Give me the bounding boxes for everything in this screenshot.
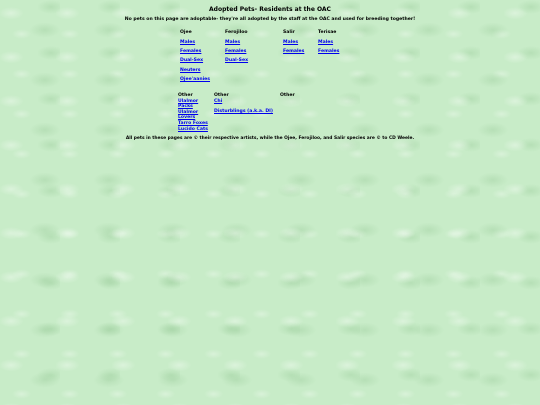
other-header-2: Other	[214, 93, 229, 98]
salir-column	[283, 30, 304, 54]
other-column-2	[214, 93, 273, 114]
ojee-males-link[interactable]: Males	[180, 40, 196, 45]
ojee-column	[180, 30, 210, 82]
salir-females-link[interactable]: Females	[283, 49, 305, 54]
ferojiloo-females-link[interactable]: Females	[225, 49, 247, 54]
page-title: Adopted Pets- Residents at the OAC	[209, 6, 331, 13]
terisae-column	[318, 30, 339, 54]
ferojiloo-header: Ferojiloo	[225, 30, 248, 35]
chi-link[interactable]: Chi	[214, 99, 223, 104]
terisae-females-link[interactable]: Females	[318, 49, 340, 54]
ojee-header: Ojee	[180, 30, 192, 35]
copyright-footer: All pets in these pages are © their respective artists, while the Ojee, Ferojiloo, and Salir species are © to CD Weele.	[125, 136, 415, 141]
lucido-cats-link[interactable]: Lucido Cats	[178, 127, 208, 132]
disturblings-link[interactable]: Disturblings (a.k.a. DI)	[214, 109, 273, 114]
ojee-females-link[interactable]: Females	[180, 49, 202, 54]
salir-males-link[interactable]: Males	[283, 40, 299, 45]
salir-header: Salir	[283, 30, 295, 35]
other-header-3: Other	[280, 93, 295, 98]
terisae-header: Terisae	[318, 30, 337, 35]
ulalmor-lovers-link[interactable]: Ulalmor Lovers	[178, 110, 199, 120]
terisae-males-link[interactable]: Males	[318, 40, 334, 45]
ojee-aanies-link[interactable]: Ojee'aanies	[180, 77, 211, 82]
other-column-1	[178, 93, 214, 132]
ferojiloo-dual-sex-link[interactable]: Dual-Sex	[225, 58, 249, 63]
ferojiloo-males-link[interactable]: Males	[225, 40, 241, 45]
adoption-notice: No pets on this page are adoptable- they're all adopted by the staff at the OAC and used for breeding together!	[124, 17, 416, 22]
ulalmor-packs-link[interactable]: Ulalmor Packs	[178, 99, 199, 109]
tarro-foxes-link[interactable]: Tarro Foxes	[178, 121, 208, 126]
ojee-neuters-link[interactable]: Neuters	[180, 68, 201, 73]
other-column-3	[280, 93, 295, 98]
other-header-1: Other	[178, 93, 193, 98]
ojee-dual-sex-link[interactable]: Dual-Sex	[180, 58, 204, 63]
ferojiloo-column	[225, 30, 248, 63]
